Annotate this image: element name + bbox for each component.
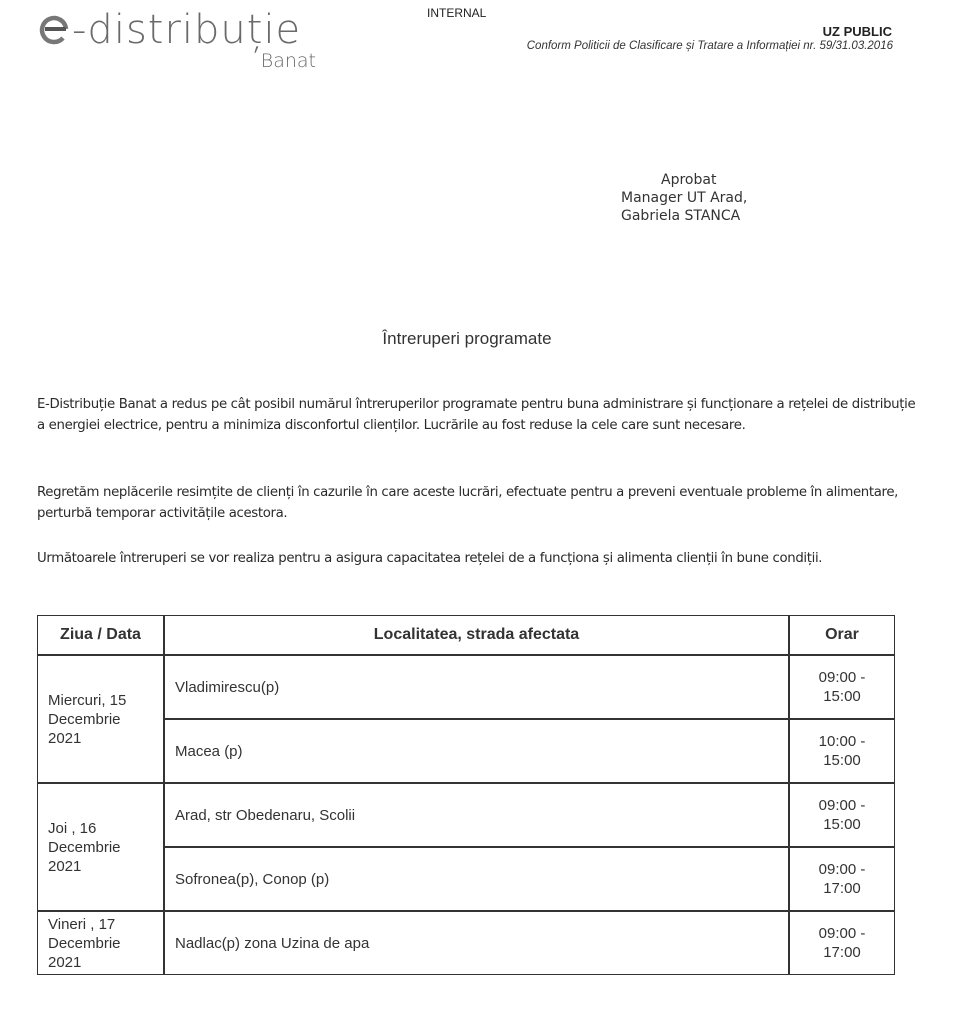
table-header-row [37,615,895,655]
e-logo-icon [38,14,70,46]
document-title: Întreruperi programate [382,329,552,348]
policy-reference: Conform Politicii de Clasificare și Tratare a Informației nr. 59/31.03.2016 [526,40,893,52]
schedule-cell: 10:00 - 15:00 [789,719,895,783]
apology-paragraph: Regretăm neplăcerile resimțite de clienți în cazurile în care aceste lucrări, efectuate pentru a preveni eventuale probleme în alimentare, perturbă temporar activitățile acestora. [37,485,899,521]
day-cell: Miercuri, 15 Decembrie 2021 [37,655,164,783]
location-cell: Macea (p) [164,719,789,783]
table-row [37,719,895,783]
table-row [37,847,895,911]
header-schedule: Orar [789,615,895,655]
approval-block [621,171,851,225]
outage-schedule-table [37,615,895,975]
schedule-cell: 09:00 - 15:00 [789,783,895,847]
schedule-cell: 09:00 - 17:00 [789,911,895,975]
schedule-cell: 09:00 - 15:00 [789,655,895,719]
approval-name: Gabriela STANCA [621,208,741,224]
company-logo [38,2,338,82]
day-cell: Vineri , 17 Decembrie 2021 [37,911,164,975]
schedule-cell: 09:00 - 17:00 [789,847,895,911]
day-cell: Joi , 16 Decembrie 2021 [37,783,164,911]
location-cell: Nadlac(p) zona Uzina de apa [164,911,789,975]
approval-role: Manager UT Arad, [621,190,748,206]
location-cell: Arad, str Obedenaru, Scolii [164,783,789,847]
approval-status: Aprobat [661,172,717,188]
table-row [37,911,895,975]
header-location: Localitatea, strada afectata [164,615,789,655]
header-day: Ziua / Data [37,615,164,655]
classification-label: INTERNAL [427,6,487,20]
table-row [37,655,895,719]
table-row [37,783,895,847]
location-cell: Sofronea(p), Conop (p) [164,847,789,911]
outage-list-intro: Următoarele întreruperi se vor realiza pentru a asigura capacitatea rețelei de a funcționa și alimenta clienții în bune condiții. [37,551,823,566]
intro-paragraph: E-Distribuție Banat a redus pe cât posibil numărul întreruperilor programate pentru buna administrare și funcționare a rețelei de distribuție a energiei electrice, pentru a minimiza disconfortul clienților. Lucrările au fost reduse la cele care sunt necesare. [37,397,916,433]
logo-subtitle: Banat [260,50,316,72]
usage-label: UZ PUBLIC [822,24,892,39]
location-cell: Vladimirescu(p) [164,655,789,719]
logo-text: -distribuție [72,7,302,53]
